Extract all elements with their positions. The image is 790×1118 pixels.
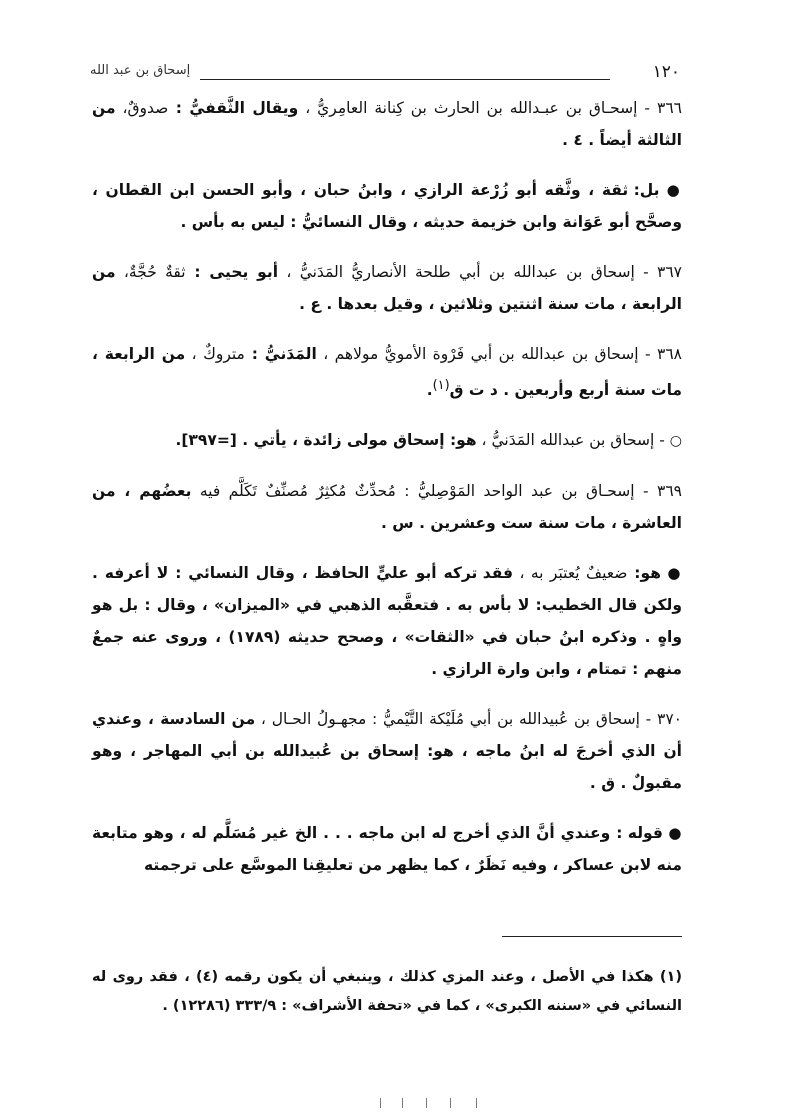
bullet-icon: ● — [668, 824, 682, 843]
entry-368: ٣٦٨ - إسحاق بن عبدالله بن أبي فَرْوة الأمويُّ مولاهم ، المَدَنيُّ : متروكٌ ، من الرابعة ، مات سنة أربع وأربعين . د ت ق$^{(١)}$. — [92, 345, 682, 400]
comment-370: ● قوله : وعندي أنَّ الذي أخرج له ابن ماجه . . . الخ غير مُسَلَّم له ، وهو متابعة منه لابن عساكر ، وفيه نَظَرٌ ، كما يظهر من تعليقِنا الموسَّع على ترجمته — [92, 824, 682, 875]
page-header — [90, 62, 680, 90]
entry-369: ٣٦٩ - إسحـاق بن عبد الواحد المَوْصِليُّ : مُحدِّثٌ مُكثِرٌ مُصنِّفٌ تَكَلَّم فيه بعضُهم ، من العاشرة ، مات سنة ست وعشرين . س . — [92, 482, 682, 533]
cross-reference: ○ - إسحاق بن عبدالله المَدَنيُّ ، هو: إسحاق مولى زائدة ، يأتي . [=٣٩٧]. — [175, 431, 682, 450]
bullet-icon: ● — [666, 181, 682, 199]
comment-369: ● هو: ضعيفٌ يُعتبَر به ، فقد تركه أبو عليٍّ الحافظ ، وقال النسائي : لا أعرفه . ولكن قال الخطيب: لا بأس به . فتعقَّبه الذهبي في «الميزان» ، وقال : بل هو واهٍ . وذكره ابنُ حبان في «الثقات» ، وصحح حديثه (١٧٨٩) ، وروى عنه جمعٌ منهم : تمتام ، وابن وارة الرازي . — [92, 564, 682, 679]
scan-marks — [380, 1098, 500, 1112]
footnote: (١) هكذا في الأصل ، وعند المزي كذلك ، وينبغي أن يكون رقمه (٤) ، فقد روى له النسائي في «سننه الكبرى» ، كما في «تحفة الأشراف» : ٣٣٣/٩ (١٢٢٨٦) . — [92, 968, 682, 1014]
entry-367: ٣٦٧ - إسحاق بن عبدالله بن أبي طلحة الأنصاريُّ المَدَنيُّ ، أبو يحيى : ثقةٌ حُجَّةٌ، من الرابعة ، مات سنة اثنتين وثلاثين ، وقيل بعدها . ع . — [92, 263, 682, 313]
comment-366: ● بل: ثقة ، وثَّقه أبو زُرْعة الرازي ، وابنُ حبان ، وأبو الحسن ابن القطان ، وصحَّح أبو عَوَانة وابن خزيمة حديثه ، وقال النسائيُّ : ليس به بأس . — [92, 181, 682, 231]
page-number: ١٢٠ — [652, 62, 680, 82]
footnote-separator — [502, 936, 682, 937]
entry-366: ٣٦٦ - إسحـاق بن عبـدالله بن الحارث بن كِنانة العامِريُّ ، ويقال الثَّقفيُّ : صدوقٌ، من الثالثة أيضاً . ٤ . — [92, 99, 682, 149]
footnote-ref: (١) — [432, 378, 450, 393]
header-rule — [200, 79, 610, 80]
bullet-icon: ● — [667, 564, 682, 583]
circle-icon: ○ — [669, 433, 682, 450]
running-title: إسحاق بن عبد الله — [90, 63, 191, 78]
entry-370: ٣٧٠ - إسحاق بن عُبيدالله بن أبي مُلَيْكة التَّيْميُّ : مجهـولُ الحـال ، من السادسة ، وعندي أن الذي أخرجَ له ابنُ ماجه ، هو: إسحاق بن عُبيدالله بن أبي المهاجر ، وهو مقبولٌ . ق . — [92, 710, 682, 793]
page-body — [92, 92, 682, 891]
